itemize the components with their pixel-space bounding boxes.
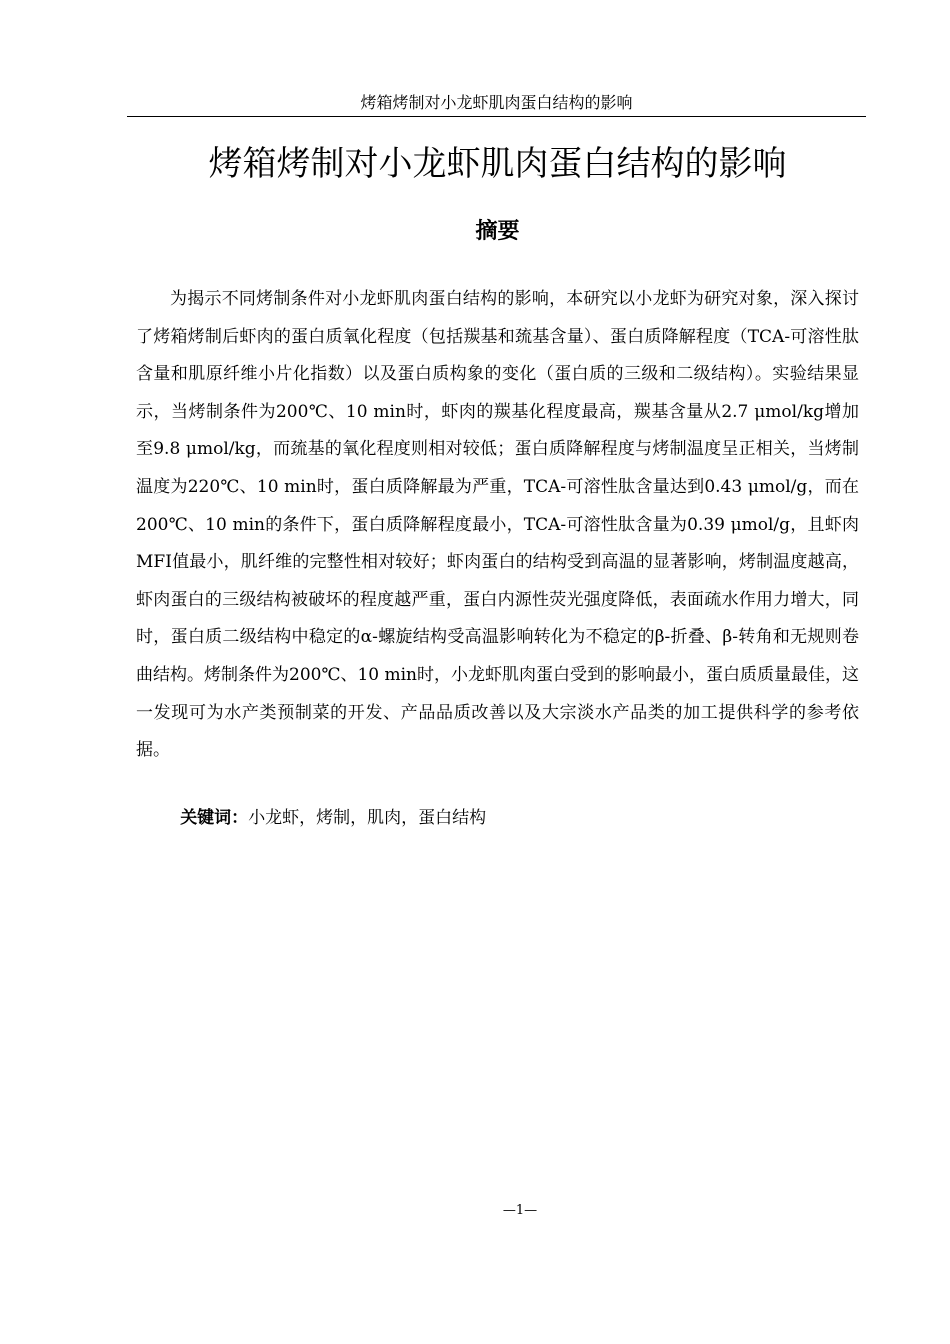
- keywords-label: 关键词：: [180, 808, 249, 828]
- page-number: —1—: [502, 1203, 538, 1218]
- abstract-body: 为揭示不同烤制条件对小龙虾肌肉蛋白结构的影响，本研究以小龙虾为研究对象，深入探讨了烤箱烤制后虾肉的蛋白质氧化程度（包括羰基和巯基含量）、蛋白质降解程度（TCA-可溶性肽含量和肌原纤维小片化指数）以及蛋白质构象的变化（蛋白质的三级和二级结构）。实验结果显示，当烤制条件为200℃、10 min时，虾肉的羰基化程度最高，羰基含量从2.7 μmol/kg增加至9.8 μmol/kg，而巯基的氧化程度则相对较低；蛋白质降解程度与烤制温度呈正相关，当烤制温度为220℃、10 min时，蛋白质降解最为严重，TCA-可溶性肽含量达到0.43 μmol/g，而在200℃、10 min的条件下，蛋白质降解程度最小，TCA-可溶性肽含量为0.39 μmol/g，且虾肉MFI值最小，肌纤维的完整性相对较好；虾肉蛋白的结构受到高温的显著影响，烤制温度越高，虾肉蛋白的三级结构被破坏的程度越严重，蛋白内源性荧光强度降低，表面疏水作用力增大，同时，蛋白质二级结构中稳定的α-螺旋结构受高温影响转化为不稳定的β-折叠、β-转角和无规则卷曲结构。烤制条件为200℃、10 min时，小龙虾肌肉蛋白受到的影响最小，蛋白质质量最佳，这一发现可为水产类预制菜的开发、产品品质改善以及大宗淡水产品类的加工提供科学的参考依据。: [136, 289, 860, 761]
- keywords-line: [136, 800, 859, 838]
- document-title: 烤箱烤制对小龙虾肌肉蛋白结构的影响: [208, 144, 787, 184]
- keywords-list: 小龙虾，烤制，肌肉，蛋白结构: [248, 808, 487, 828]
- abstract-heading: 摘要: [475, 219, 520, 244]
- running-header: [127, 93, 866, 117]
- running-header-title: 烤箱烤制对小龙虾肌肉蛋白结构的影响: [360, 93, 633, 112]
